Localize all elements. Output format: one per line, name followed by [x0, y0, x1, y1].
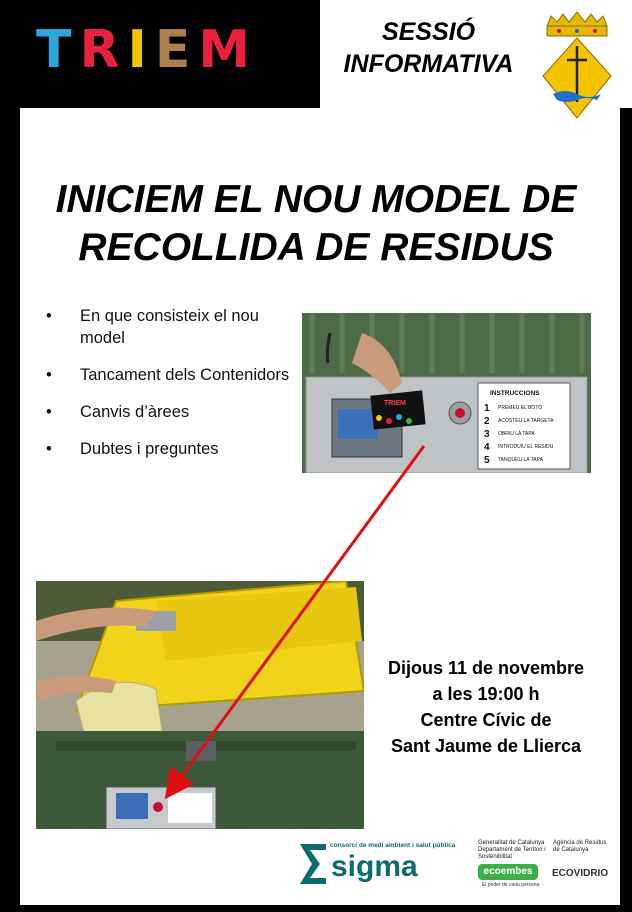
- agenda-item: • Tancament dels Contenidors: [40, 364, 290, 386]
- event-place-line2: Sant Jaume de Llierca: [390, 736, 582, 756]
- instruction-step: ACOSTEU LA TARGETA: [498, 418, 554, 424]
- instruction-step: TANQUEU LA TAPA: [498, 457, 543, 463]
- svg-text:5: 5: [484, 455, 490, 466]
- sigma-name: sigma: [331, 850, 418, 883]
- instruction-step: PREMEU EL BOTÓ: [498, 405, 543, 411]
- instruction-step: INTRODUÏU EL RESIDU: [498, 444, 554, 450]
- agenda-item: • Dubtes i preguntes: [40, 438, 290, 460]
- ecoembes-logo: ecoembes: [478, 864, 538, 880]
- session-title-line1: SESSIÓ: [381, 18, 476, 46]
- gencat-logo: Generalitat de Catalunya Departament de Territori i Sostenibilitat: [478, 840, 546, 860]
- agenda-item: • Canvis d’àrees: [40, 401, 290, 423]
- event-place-line1: Centre Cívic de: [420, 710, 552, 730]
- instructions-title: INSTRUCCIONS: [490, 390, 540, 397]
- headline-line2: RECOLLIDA DE RESIDUS: [78, 226, 554, 269]
- svg-text:2: 2: [484, 416, 490, 427]
- triem-letter: M: [198, 20, 253, 80]
- svg-text:4: 4: [484, 442, 490, 453]
- triem-letter: I: [127, 20, 149, 80]
- svg-text:1: 1: [484, 403, 490, 414]
- ecoembes-tagline: El poder de cada persona: [482, 882, 540, 888]
- svg-text:3: 3: [484, 429, 490, 440]
- triem-letter: E: [154, 20, 193, 80]
- event-time: a les 19:00 h: [432, 684, 540, 704]
- triem-letter: T: [36, 20, 74, 80]
- sigma-tagline: consorci de medi ambient i salut pública: [330, 842, 456, 849]
- ecovidrio-logo: ECOVIDRIO: [552, 868, 609, 879]
- session-title-line2: INFORMATIVA: [343, 50, 514, 78]
- card-brand-label: TRIEM: [384, 400, 406, 407]
- event-date: Dijous 11 de novembre: [387, 658, 585, 678]
- event-details: [366, 655, 606, 759]
- instruction-step: OBRIU LA TAPA: [498, 431, 535, 437]
- triem-letter: R: [79, 20, 122, 80]
- headline-line1: INICIEM EL NOU MODEL DE: [55, 178, 577, 221]
- agenda-item: • En que consisteix el nou model: [40, 305, 290, 349]
- arc-logo: Agència de Residus de Catalunya: [553, 840, 607, 853]
